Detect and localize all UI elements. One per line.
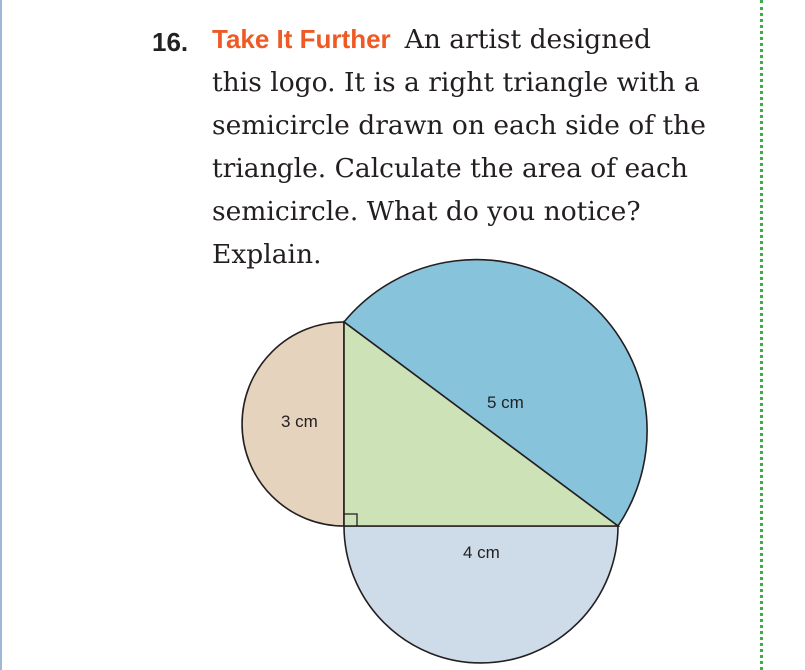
label-3cm: 3 cm (281, 412, 318, 431)
problem-line-2: this logo. It is a right triangle with a (212, 67, 700, 98)
problem-line-6: Explain. (212, 239, 322, 270)
problem-heading: Take It Further (212, 24, 391, 54)
problem-line-1-text: An artist designed (404, 24, 651, 55)
problem-line-3: semicircle drawn on each side of the (212, 110, 706, 141)
problem-number: 16. (152, 27, 189, 57)
label-4cm: 4 cm (463, 543, 500, 562)
problem-line-4: triangle. Calculate the area of each (212, 153, 688, 184)
problem-line-5: semicircle. What do you notice? (212, 196, 641, 227)
label-5cm: 5 cm (487, 393, 524, 412)
